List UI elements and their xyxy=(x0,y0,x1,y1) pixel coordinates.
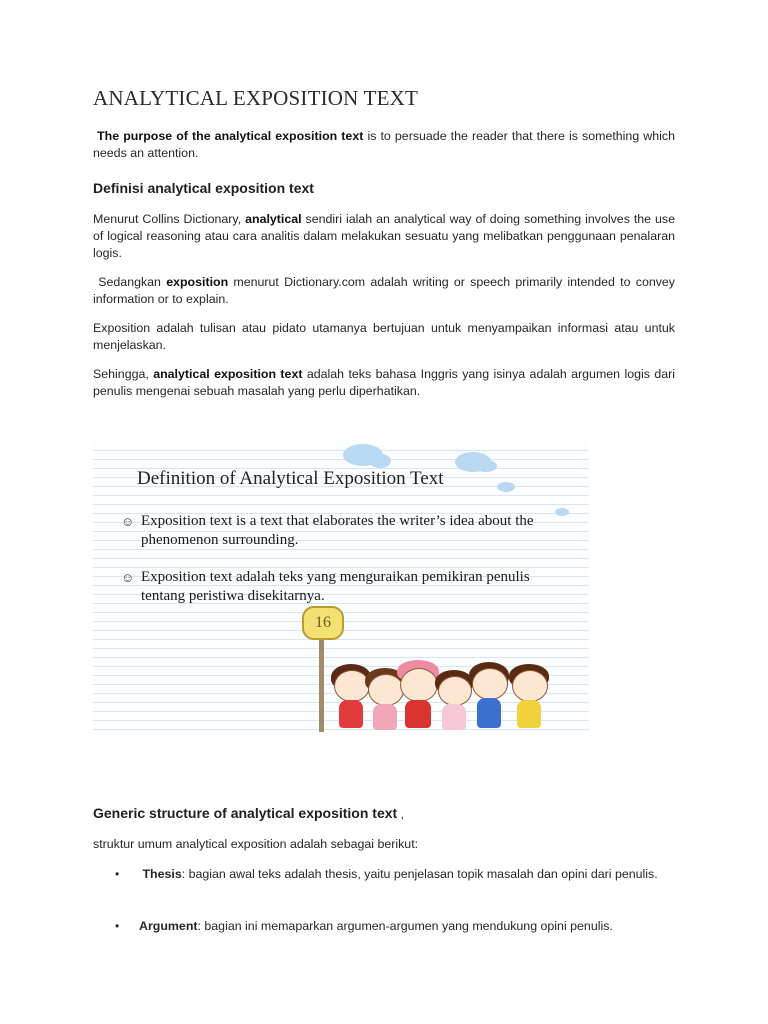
exposition-post: menurut Dictionary.com adalah writing or speech primarily intended to convey information or to explain. xyxy=(93,275,676,306)
document-title: ANALYTICAL EXPOSITION TEXT xyxy=(93,86,419,110)
slide-item-text: Exposition text adalah teks yang menguraikan pemikiran penulis tentang peristiwa disekitarnya. xyxy=(141,569,530,604)
exposition-bold: exposition xyxy=(166,275,229,289)
signpost-sign: 16 xyxy=(302,606,344,640)
structure-heading xyxy=(93,805,404,821)
slide-item xyxy=(121,512,541,552)
slide-title: Definition of Analytical Exposition Text xyxy=(137,468,444,489)
collins-bold: analytical xyxy=(245,212,302,226)
definition-slide-image xyxy=(93,442,589,732)
structure-heading-trail: , xyxy=(397,807,405,821)
cartoon-kid-illustration xyxy=(467,662,511,732)
bullet-term: Argument xyxy=(139,919,198,933)
cloud-decoration xyxy=(497,482,515,492)
cloud-decoration xyxy=(555,508,569,516)
slide-item-text: Exposition text is a text that elaborates the writer’s idea about the phenomenon surrounding. xyxy=(141,513,534,548)
cloud-decoration xyxy=(475,460,497,472)
bullet-term: Thesis xyxy=(142,867,182,881)
sehingga-paragraph xyxy=(93,366,675,400)
sehingga-pre: Sehingga, xyxy=(93,367,154,381)
exposition-id-paragraph: Exposition adalah tulisan atau pidato utamanya bertujuan untuk menyampaikan informasi atau untuk menjelaskan. xyxy=(93,321,675,352)
sehingga-bold: analytical exposition text xyxy=(153,367,303,381)
list-item-text xyxy=(139,866,679,883)
list-item xyxy=(115,918,675,936)
collins-post: sendiri ialah an analytical way of doing something involves the use of logical reasoning atau cara analitis dalam melakukan sesuatu yang melibatkan penggunaan penalaran logis. xyxy=(93,212,675,260)
bullet-icon: • xyxy=(115,919,120,933)
purpose-bold: The purpose of the analytical exposition text xyxy=(97,129,364,143)
bullet-desc: : bagian awal teks adalah thesis, yaitu penjelasan topik masalah dan opini dari penulis. xyxy=(181,867,658,881)
list-item xyxy=(115,866,675,900)
cloud-decoration xyxy=(369,454,391,468)
definition-heading: Definisi analytical exposition text xyxy=(93,180,314,196)
exposition-paragraph xyxy=(93,274,675,308)
sehingga-post: adalah teks bahasa Inggris yang isinya adalah argumen logis dari penulis mengenai sebuah masalah yang perlu diperhatikan. xyxy=(93,367,675,398)
smiley-bullet-icon: ☺ xyxy=(121,570,135,585)
structure-heading-text: Generic structure of analytical exposition text xyxy=(93,805,398,821)
cartoon-kid-illustration xyxy=(507,664,551,732)
bullet-desc: : bagian ini memaparkan argumen-argumen yang mendukung opini penulis. xyxy=(197,919,613,933)
list-item-text xyxy=(139,918,679,935)
bullet-icon: • xyxy=(115,867,120,881)
purpose-paragraph xyxy=(93,128,675,162)
purpose-rest: is to persuade the reader that there is something which needs an attention. xyxy=(93,129,675,160)
exposition-pre: Sedangkan xyxy=(98,275,167,289)
smiley-bullet-icon: ☺ xyxy=(121,514,135,529)
slide-item xyxy=(121,568,541,608)
collins-pre: Menurut Collins Dictionary, xyxy=(93,212,246,226)
structure-intro: struktur umum analytical exposition adalah sebagai berikut: xyxy=(93,837,419,851)
collins-paragraph xyxy=(93,211,675,262)
